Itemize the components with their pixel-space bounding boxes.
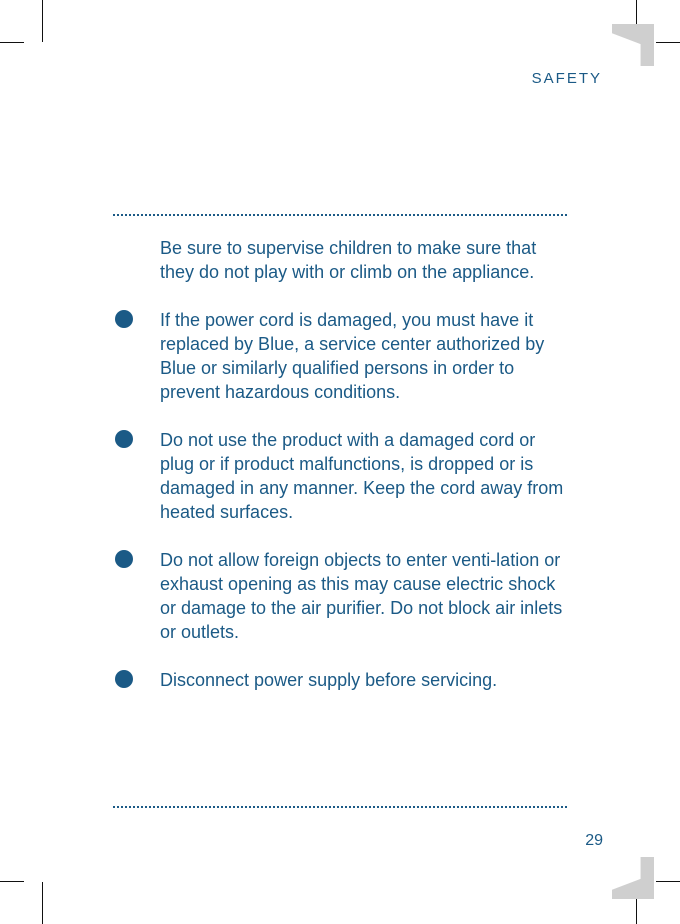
dotted-divider-bottom	[113, 806, 567, 808]
bullet-icon	[115, 550, 133, 568]
crop-mark	[656, 881, 680, 882]
safety-item-text: Be sure to supervise children to make sure that they do not play with or climb on the appliance.	[160, 238, 537, 282]
safety-list	[113, 236, 573, 716]
crop-mark	[42, 882, 43, 924]
crop-mark	[0, 42, 24, 43]
safety-item-text: If the power cord is damaged, you must have it replaced by Blue, a service center authorized by Blue or similarly qualified persons in order to prevent hazardous conditions.	[160, 310, 545, 402]
safety-item-text: Do not allow foreign objects to enter venti-lation or exhaust opening as this may cause electric shock or damage to the air purifier. Do not block air inlets or outlets.	[160, 550, 563, 642]
crop-mark	[656, 42, 680, 43]
bullet-icon	[115, 310, 133, 328]
page-tab-bottom	[612, 857, 654, 899]
page-number: 29	[585, 832, 603, 849]
crop-mark	[42, 0, 43, 42]
safety-item-text: Do not use the product with a damaged cord or plug or if product malfunctions, is dropped or is damaged in any manner. Keep the cord away from heated surfaces.	[160, 430, 564, 522]
safety-item	[113, 308, 573, 404]
safety-item-text: Disconnect power supply before servicing.	[160, 670, 498, 690]
safety-item	[113, 428, 573, 524]
bullet-icon	[115, 430, 133, 448]
crop-mark	[0, 881, 24, 882]
section-title: SAFETY	[531, 70, 602, 87]
page-tab-top	[612, 24, 654, 66]
dotted-divider-top	[113, 214, 567, 216]
safety-item	[113, 668, 573, 692]
bullet-icon	[115, 670, 133, 688]
safety-item	[113, 548, 573, 644]
safety-item	[113, 236, 573, 284]
